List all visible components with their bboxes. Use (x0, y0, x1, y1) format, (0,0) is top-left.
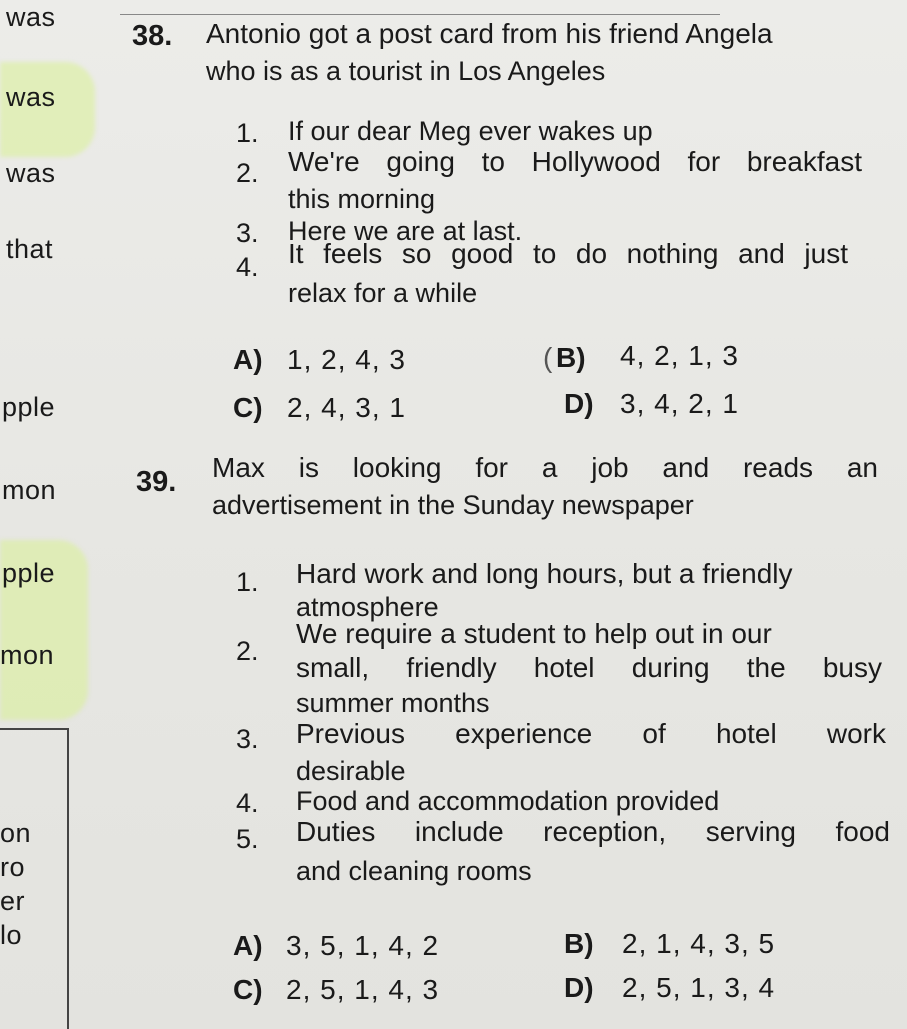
option-value: 2, 5, 1, 3, 4 (622, 972, 776, 1003)
option-letter: B) (556, 342, 586, 373)
item-text: Previous experience of hotel work (296, 718, 886, 749)
margin-word: ro (0, 852, 26, 882)
option-letter: C) (233, 392, 263, 423)
question-prompt: Antonio got a post card from his friend Angela (206, 18, 773, 49)
item-text: We require a student to help out in our (296, 618, 772, 649)
question-number: 39. (136, 466, 177, 498)
option-value: 1, 2, 4, 3 (287, 344, 406, 375)
question-prompt: advertisement in the Sunday newspaper (212, 490, 694, 520)
margin-word: was (6, 82, 56, 112)
item-text: Duties include reception, serving food (296, 816, 890, 847)
margin-word: on (0, 818, 32, 848)
item-text: atmosphere (296, 592, 439, 622)
option-letter: D) (564, 972, 594, 1003)
margin-word: that (6, 234, 54, 264)
option-letter: B) (564, 928, 594, 959)
item-text: It feels so good to do nothing and just (288, 238, 848, 269)
option-value: 2, 4, 3, 1 (287, 392, 406, 423)
item-text: desirable (296, 756, 406, 786)
item-text: Here we are at last. (288, 216, 523, 246)
margin-word: pple (2, 558, 56, 588)
vertical-rule (67, 728, 69, 1029)
margin-word: was (6, 158, 56, 188)
item-number: 5. (236, 824, 259, 854)
question-number: 38. (132, 20, 173, 52)
option-letter: D) (564, 388, 594, 419)
item-number: 1. (236, 567, 259, 597)
question-prompt: who is as a tourist in Los Angeles (206, 56, 606, 86)
item-number: 4. (236, 788, 259, 818)
question-prompt: Max is looking for a job and reads an (212, 452, 878, 483)
horizontal-rule (0, 728, 68, 730)
margin-word: lo (0, 920, 23, 950)
item-number: 3. (236, 724, 259, 754)
circle-mark-icon: ( (543, 342, 553, 373)
option-letter: A) (233, 344, 263, 375)
item-text: We're going to Hollywood for breakfast (288, 146, 862, 177)
item-text: and cleaning rooms (296, 856, 532, 886)
item-number: 3. (236, 218, 259, 248)
option-value: 4, 2, 1, 3 (620, 340, 739, 371)
item-number: 2. (236, 158, 259, 188)
margin-word: mon (0, 640, 55, 670)
margin-word: was (6, 2, 56, 32)
item-number: 4. (236, 252, 259, 282)
item-text: Hard work and long hours, but a friendly (296, 558, 793, 589)
item-text: small, friendly hotel during the busy (296, 652, 882, 683)
item-text: relax for a while (288, 278, 478, 308)
option-value: 2, 5, 1, 4, 3 (286, 974, 440, 1005)
option-value: 3, 4, 2, 1 (620, 388, 739, 419)
item-text: Food and accommodation provided (296, 786, 720, 816)
item-number: 1. (236, 118, 259, 148)
item-text: this morning (288, 184, 436, 214)
option-value: 3, 5, 1, 4, 2 (286, 930, 440, 961)
item-number: 2. (236, 636, 259, 666)
margin-word: er (0, 886, 26, 916)
item-text: If our dear Meg ever wakes up (288, 116, 653, 146)
margin-word: pple (2, 392, 56, 422)
option-letter: A) (233, 930, 263, 961)
option-letter: C) (233, 974, 263, 1005)
margin-word: mon (2, 475, 57, 505)
item-text: summer months (296, 688, 490, 718)
top-rule (120, 14, 720, 15)
option-value: 2, 1, 4, 3, 5 (622, 928, 776, 959)
